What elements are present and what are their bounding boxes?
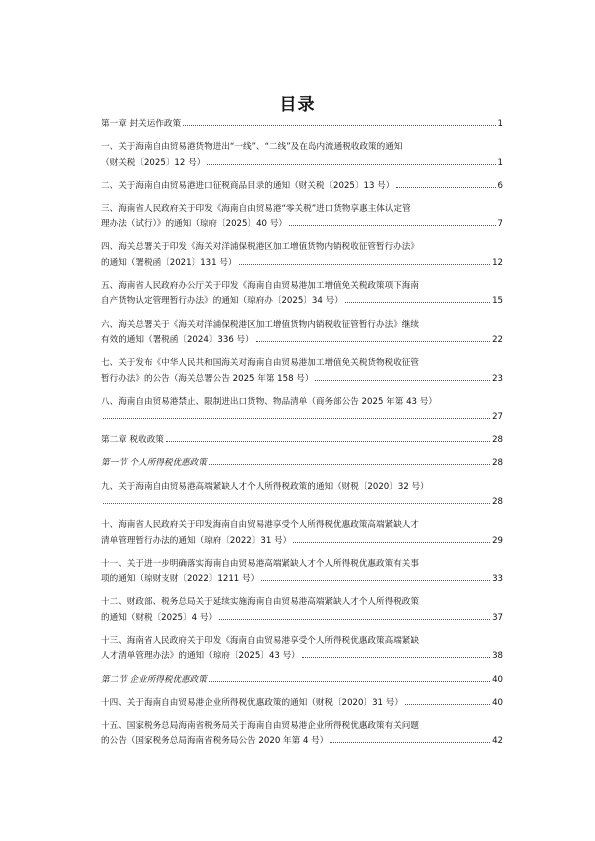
toc-entry[interactable] [101, 279, 503, 310]
toc-leader-dots [183, 125, 495, 126]
toc-leader-dots [302, 657, 490, 658]
toc-entry[interactable] [101, 696, 503, 712]
toc-chapter-entry[interactable] [101, 117, 503, 133]
toc-entry-text-line1: 九、关于海南自由贸易港高端紧缺人才个人所得税政策的通知（财税〔2020〕32 号） [101, 481, 429, 492]
toc-entry[interactable] [101, 719, 503, 750]
toc-leader-dots [261, 580, 490, 581]
toc-chapter-entry[interactable] [101, 433, 503, 449]
toc-entry-text-line1: 十、海南省人民政府关于印发海南自由贸易港享受个人所得税优惠政策高端紧缺人才 [101, 520, 419, 531]
toc-leader-dots [396, 187, 495, 188]
toc-page-number: 12 [492, 257, 503, 268]
toc-leader-dots [239, 264, 491, 265]
toc-leader-dots [256, 341, 490, 342]
toc-entry-text-line1: 十五、国家税务总局海南省税务局关于海南自由贸易港企业所得税优惠政策有关问题 [101, 720, 419, 731]
toc-page-number: 22 [492, 335, 503, 346]
table-of-contents [101, 117, 503, 757]
toc-page-number: 40 [492, 674, 503, 685]
toc-entry-text: 二、关于海南自由贸易港进口征税商品目录的通知（财关税〔2025〕13 号） [101, 180, 395, 191]
toc-leader-dots [345, 302, 490, 303]
toc-page-number: 33 [492, 574, 503, 585]
toc-entry-text-line1: 六、海关总署关于《海关对洋浦保税港区加工增值货物内销税收征管暂行办法》继续 [101, 319, 419, 330]
toc-entry-text-line2: 清单管理暂行办法的通知（琼府〔2022〕31 号） [101, 535, 292, 546]
toc-entry-text-line2: 自产货物认定管理暂行办法》的通知（琼府办〔2025〕34 号） [101, 296, 343, 307]
toc-entry-text: 第二节 企业所得税优惠政策 [101, 674, 207, 685]
toc-entry[interactable] [101, 140, 503, 171]
toc-entry[interactable] [101, 202, 503, 233]
toc-entry-text-line1: 一、关于海南自由贸易港货物进出“一线”、“二线”及在岛内流通税收政策的通知 [101, 142, 403, 153]
toc-leader-dots [209, 681, 490, 682]
toc-entry-text-line2: （财关税〔2025〕12 号） [101, 157, 206, 168]
toc-page-number: 1 [497, 119, 503, 129]
toc-page-number: 1 [497, 157, 503, 168]
toc-page-number: 15 [492, 296, 503, 307]
toc-leader-dots [103, 418, 490, 419]
toc-page-number: 40 [492, 697, 503, 708]
toc-entry[interactable] [101, 395, 503, 426]
toc-entry[interactable] [101, 634, 503, 665]
toc-page-number: 28 [492, 458, 503, 469]
toc-page-number: 42 [492, 736, 503, 747]
toc-page-number: 37 [492, 612, 503, 623]
toc-entry[interactable] [101, 356, 503, 387]
toc-entry[interactable] [101, 240, 503, 271]
toc-entry-text: 十四、关于海南自由贸易港企业所得税优惠政策的通知（财税〔2020〕31 号） [101, 697, 403, 708]
toc-entry[interactable] [101, 557, 503, 588]
toc-leader-dots [166, 441, 490, 442]
toc-page-number: 27 [492, 412, 503, 423]
toc-leader-dots [405, 704, 490, 705]
toc-entry-text-line2: 项的通知（琼财支财〔2022〕1211 号） [101, 574, 260, 585]
toc-entry-text-line2: 人才清单管理办法》的通知（琼府〔2025〕43 号） [101, 651, 300, 662]
toc-entry-text-line2: 的通知（署税函〔2021〕131 号） [101, 257, 237, 268]
toc-entry[interactable] [101, 318, 503, 349]
toc-page-number: 38 [492, 651, 503, 662]
toc-title: 目录 [279, 95, 316, 115]
toc-entry-text-line2: 有效的通知（署税函〔2024〕336 号） [101, 335, 254, 346]
toc-page-number: 6 [497, 180, 503, 191]
toc-entry-text-line2: 的通知（财税〔2025〕4 号） [101, 612, 218, 623]
toc-leader-dots [207, 164, 495, 165]
toc-entry-text-line1: 五、海南省人民政府办公厅关于印发《海南自由贸易港加工增值免关税政策项下海南 [101, 280, 419, 291]
toc-leader-dots [209, 464, 490, 465]
toc-entry-text: 第一节 个人所得税优惠政策 [101, 458, 207, 469]
toc-entry[interactable] [101, 179, 503, 195]
toc-leader-dots [293, 542, 490, 543]
toc-entry-text-line1: 七、关于发布《中华人民共和国海关对海南自由贸易港加工增值免关税货物税收征管 [101, 358, 419, 369]
toc-leader-dots [103, 503, 490, 504]
toc-entry-text-line2: 暂行办法》的公告（海关总署公告 2025 年第 158 号） [101, 373, 314, 384]
toc-entry-text: 第二章 税收政策 [101, 435, 164, 446]
toc-entry[interactable] [101, 518, 503, 549]
toc-page-number: 7 [497, 219, 503, 230]
toc-entry-text-line2: 理办法（试行）》的通知（琼府〔2025〕40 号） [101, 219, 287, 230]
toc-entry-text-line1: 八、海南自由贸易港禁止、限制进出口货物、物品清单（商务部公告 2025 年第 43 号） [101, 396, 437, 407]
toc-leader-dots [330, 742, 490, 743]
toc-page-number: 28 [492, 497, 503, 508]
toc-section-entry[interactable] [101, 456, 503, 472]
toc-entry-text: 第一章 封关运作政策 [101, 119, 182, 129]
toc-entry[interactable] [101, 480, 503, 511]
toc-page-number: 28 [492, 435, 503, 446]
toc-entry-text-line1: 十一、关于进一步明确落实海南自由贸易港高端紧缺人才个人所得税优惠政策有关事 [101, 558, 419, 569]
toc-page-number: 23 [492, 373, 503, 384]
toc-entry-text-line1: 十三、海南省人民政府关于印发《海南自由贸易港享受个人所得税优惠政策高端紧缺 [101, 635, 419, 646]
toc-entry-text-line1: 十二、财政部、税务总局关于延续实施海南自由贸易港高端紧缺人才个人所得税政策 [101, 597, 419, 608]
toc-leader-dots [219, 619, 490, 620]
toc-section-entry[interactable] [101, 673, 503, 689]
toc-entry-text-line1: 四、海关总署关于印发《海关对洋浦保税港区加工增值货物内销税收征管暂行办法》 [101, 242, 419, 253]
toc-entry[interactable] [101, 595, 503, 626]
toc-entry-text-line1: 三、海南省人民政府关于印发《海南自由贸易港“零关税”进口货物享惠主体认定管 [101, 203, 411, 214]
toc-leader-dots [289, 225, 496, 226]
toc-page-number: 29 [492, 535, 503, 546]
toc-leader-dots [315, 380, 490, 381]
toc-entry-text-line2: 的公告（国家税务总局海南省税务局公告 2020 年第 4 号） [101, 736, 329, 747]
